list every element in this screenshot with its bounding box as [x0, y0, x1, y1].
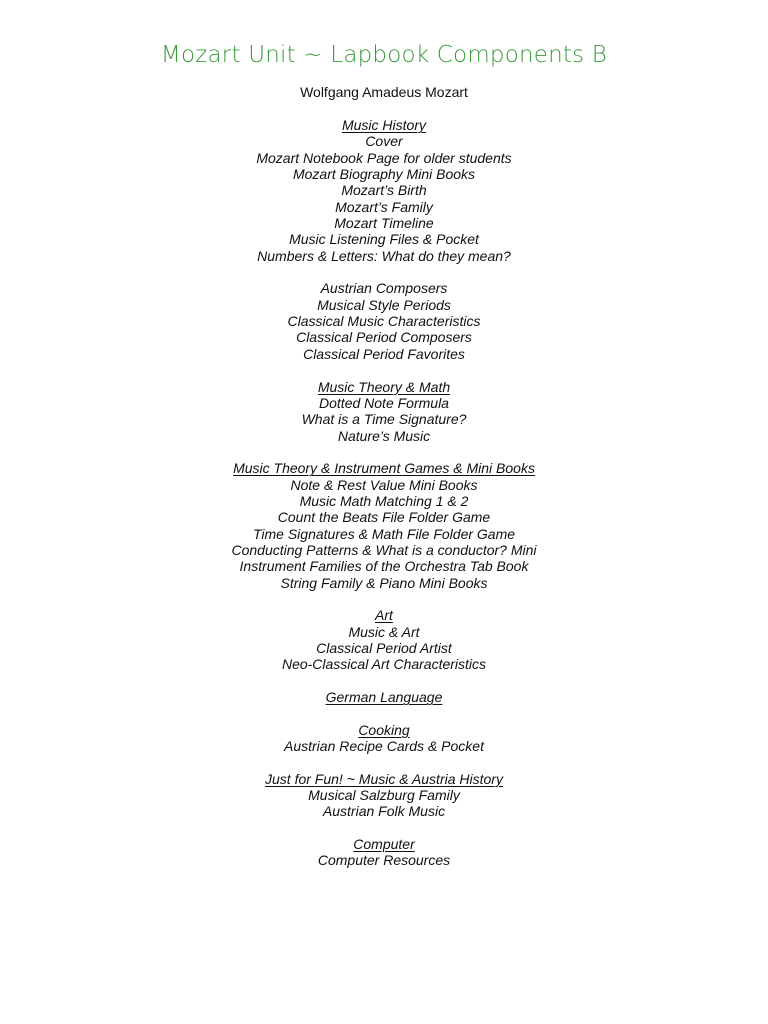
list-item: Mozart’s Birth: [341, 182, 427, 199]
list-item: Computer Resources: [317, 852, 451, 869]
content-list: [0, 117, 768, 869]
list-item: Music & Art: [348, 623, 420, 640]
list-item: Mozart Biography Mini Books: [292, 166, 476, 183]
list-item: Austrian Composers: [320, 280, 448, 297]
section-music-history: [0, 117, 768, 264]
list-item: Count the Beats File Folder Game: [277, 509, 491, 526]
section-heading: Cooking: [358, 721, 410, 738]
list-item: Dotted Note Formula: [319, 394, 449, 411]
list-item: Instrument Families of the Orchestra Tab Book: [239, 558, 529, 575]
list-item: Note & Rest Value Mini Books: [290, 476, 478, 493]
list-item: Conducting Patterns & What is a conductor? Mini: [231, 541, 537, 558]
section-instrument-games: [0, 460, 768, 591]
section-heading: Music Theory & Math: [317, 378, 451, 395]
list-item: Classical Period Favorites: [303, 345, 465, 362]
list-item: Mozart Timeline: [334, 215, 434, 232]
list-item: Music Listening Files & Pocket: [289, 231, 479, 248]
section-just-for-fun: [0, 771, 768, 820]
section-computer: [0, 836, 768, 869]
section-heading: Just for Fun! ~ Music & Austria History: [265, 770, 503, 787]
list-item: Nature’s Music: [337, 427, 431, 444]
list-item: Austrian Folk Music: [322, 803, 446, 820]
section-heading: Music Theory & Instrument Games & Mini Books: [233, 460, 535, 477]
list-item: Neo-Classical Art Characteristics: [281, 656, 487, 673]
list-item: Numbers & Letters: What do they mean?: [257, 247, 511, 264]
list-item: Musical Salzburg Family: [308, 787, 460, 804]
list-item: Cover: [365, 133, 403, 150]
section-german-language: [0, 689, 768, 705]
section-cooking: [0, 722, 768, 755]
list-item: String Family & Piano Mini Books: [280, 574, 488, 591]
list-item: Mozart Notebook Page for older students: [256, 149, 512, 166]
list-item: Mozart’s Family: [335, 198, 433, 215]
list-item: Classical Music Characteristics: [287, 313, 481, 330]
section-heading: German Language: [325, 689, 443, 706]
list-item: Classical Period Composers: [296, 329, 472, 346]
section-music-theory-math: [0, 379, 768, 444]
section-heading: Music History: [341, 117, 426, 133]
section-composers: [0, 280, 768, 362]
list-item: Music Math Matching 1 & 2: [299, 492, 469, 509]
list-item: Classical Period Artist: [316, 640, 452, 656]
list-item: Musical Style Periods: [317, 296, 451, 313]
list-item: Austrian Recipe Cards & Pocket: [284, 738, 484, 755]
list-item: What is a Time Signature?: [301, 411, 467, 428]
section-heading: Computer: [353, 836, 415, 853]
section-heading: Art: [375, 607, 393, 624]
list-item: Time Signatures & Math File Folder Game: [252, 525, 516, 542]
page-subtitle: Wolfgang Amadeus Mozart: [300, 84, 468, 100]
section-art: [0, 607, 768, 672]
page-title: Mozart Unit ~ Lapbook Components B: [160, 42, 608, 68]
